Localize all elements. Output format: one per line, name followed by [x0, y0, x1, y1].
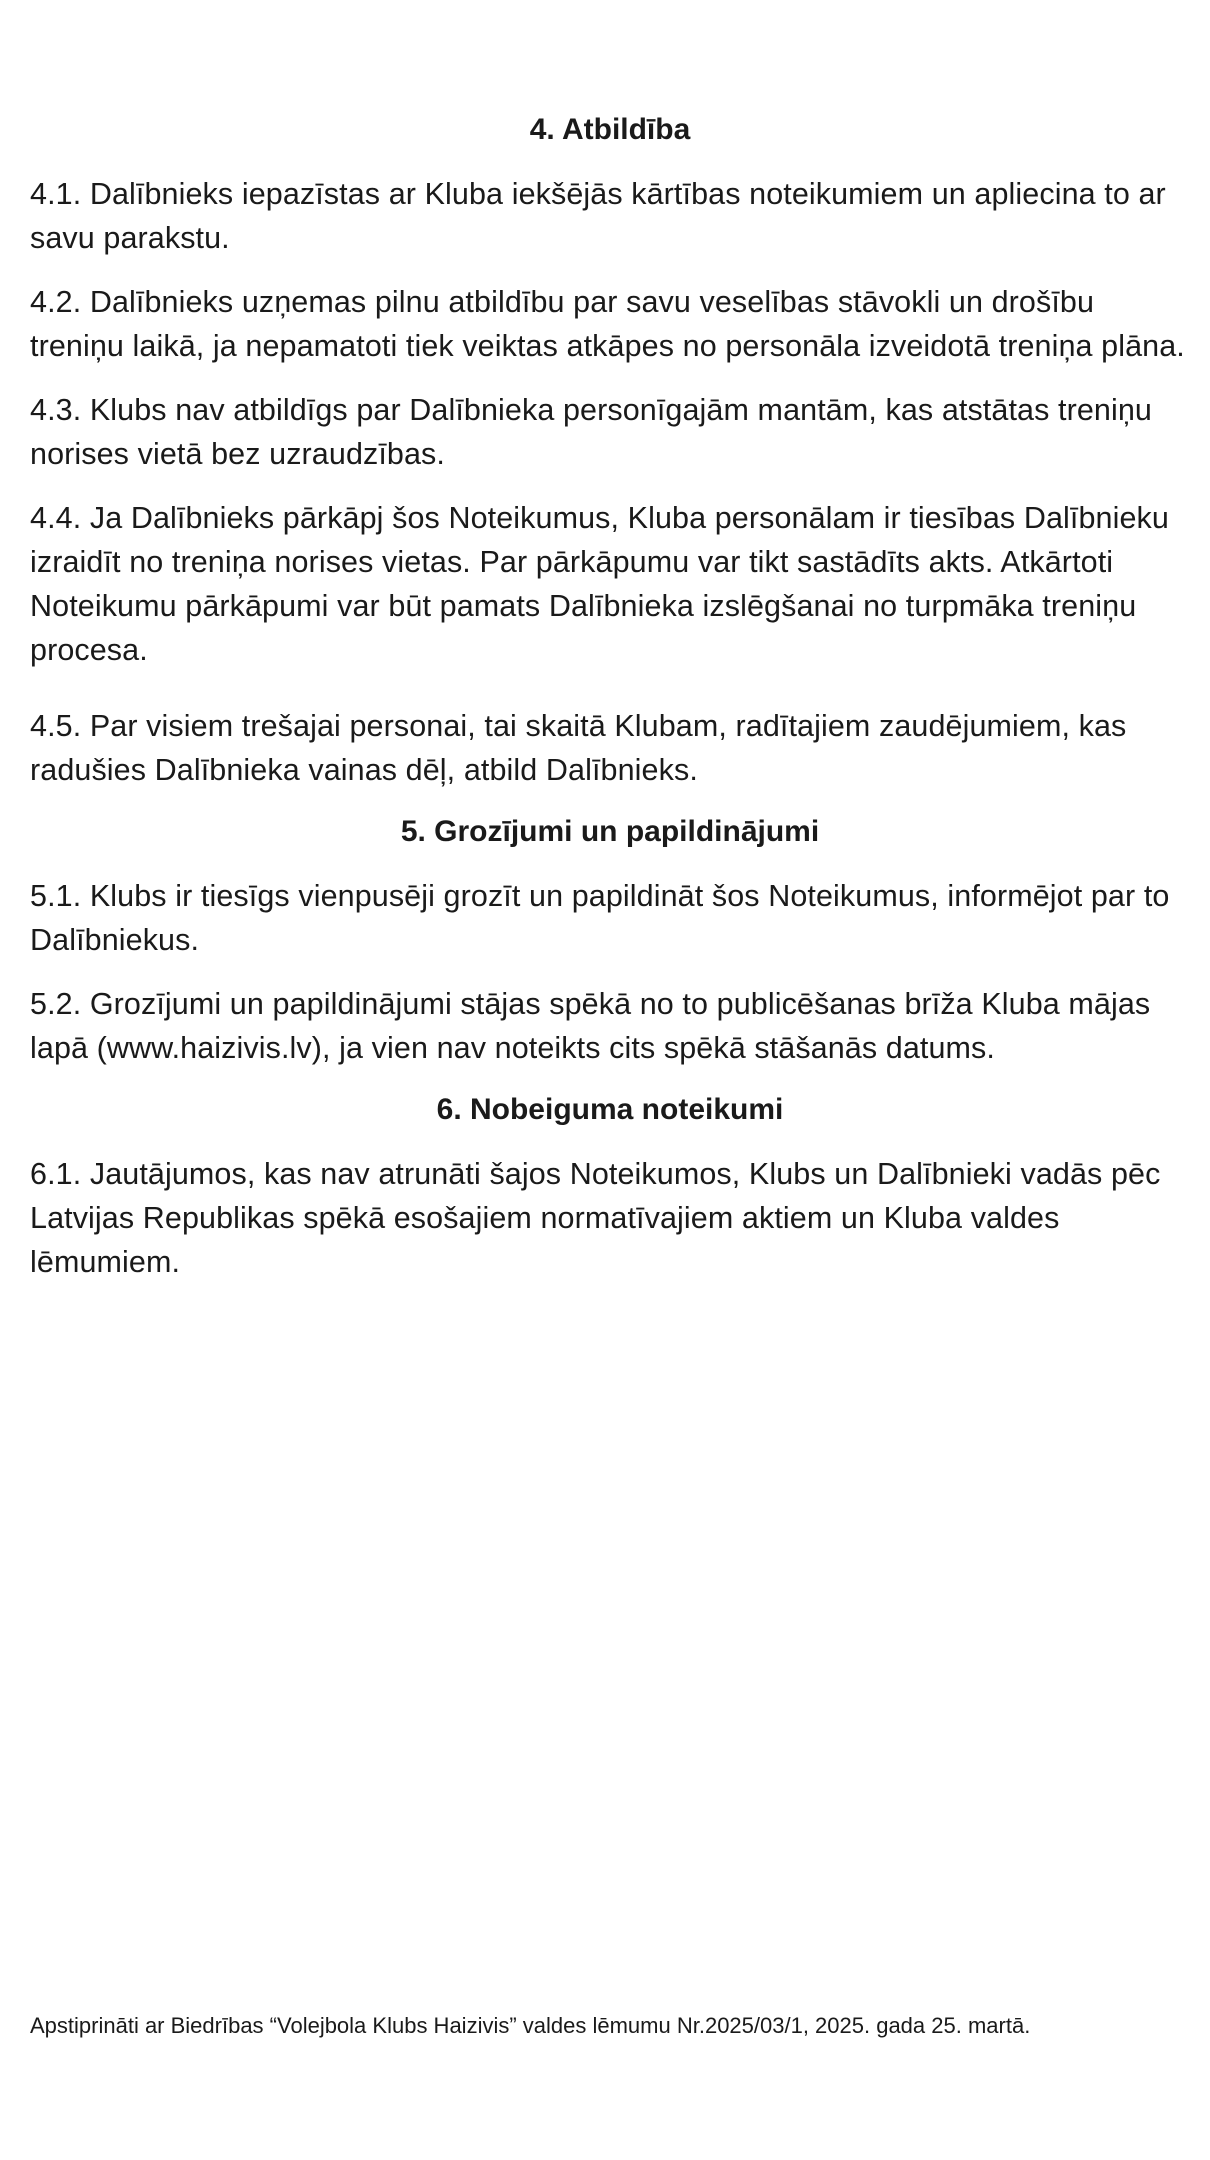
section-heading-atbildiba: 4. Atbildība	[529, 113, 691, 146]
section-heading-nobeiguma: 6. Nobeiguma noteikumi	[436, 1093, 784, 1126]
approval-footer: Apstiprināti ar Biedrības “Volejbola Klubs Haizivis” valdes lēmumu Nr.2025/03/1, 2025. gada 25. martā.	[30, 2013, 1031, 2038]
clause-5-2: 5.2. Grozījumi un papildinājumi stājas spēkā no to publicēšanas brīža Kluba mājas lapā (www.haizivis.lv), ja vien nav noteikts cits spēkā stāšanās datums.	[30, 987, 1151, 1065]
clause-4-1: 4.1. Dalībnieks iepazīstas ar Kluba iekšējās kārtības noteikumiem un apliecina to ar savu parakstu.	[30, 177, 1166, 255]
clause-5-1: 5.1. Klubs ir tiesīgs vienpusēji grozīt un papildināt šos Noteikumus, informējot par to Dalībniekus.	[30, 879, 1170, 957]
section-heading-grozijumi: 5. Grozījumi un papildinājumi	[400, 815, 820, 848]
clause-4-2: 4.2. Dalībnieks uzņemas pilnu atbildību par savu veselības stāvokli un drošību treniņu laikā, ja nepamatoti tiek veiktas atkāpes no personāla izveidotā treniņa plāna.	[30, 285, 1185, 363]
document-body	[30, 110, 1190, 1304]
clause-6-1: 6.1. Jautājumos, kas nav atrunāti šajos Noteikumos, Klubs un Dalībnieki vadās pēc Latvijas Republikas spēkā esošajiem normatīvajiem aktiem un Kluba valdes lēmumiem.	[30, 1157, 1161, 1279]
clause-4-3: 4.3. Klubs nav atbildīgs par Dalībnieka personīgajām mantām, kas atstātas treniņu norises vietā bez uzraudzības.	[30, 393, 1152, 471]
clause-4-5: 4.5. Par visiem trešajai personai, tai skaitā Klubam, radītajiem zaudējumiem, kas radušies Dalībnieka vainas dēļ, atbild Dalībnieks.	[30, 709, 1127, 787]
clause-4-4: 4.4. Ja Dalībnieks pārkāpj šos Noteikumus, Kluba personālam ir tiesības Dalībnieku izraidīt no treniņa norises vietas. Par pārkāpumu var tikt sastādīts akts. Atkārtoti Noteikumu pārkāpumi var būt pamats Dalībnieka izslēgšanai no turpmāka treniņu procesa.	[30, 501, 1169, 667]
